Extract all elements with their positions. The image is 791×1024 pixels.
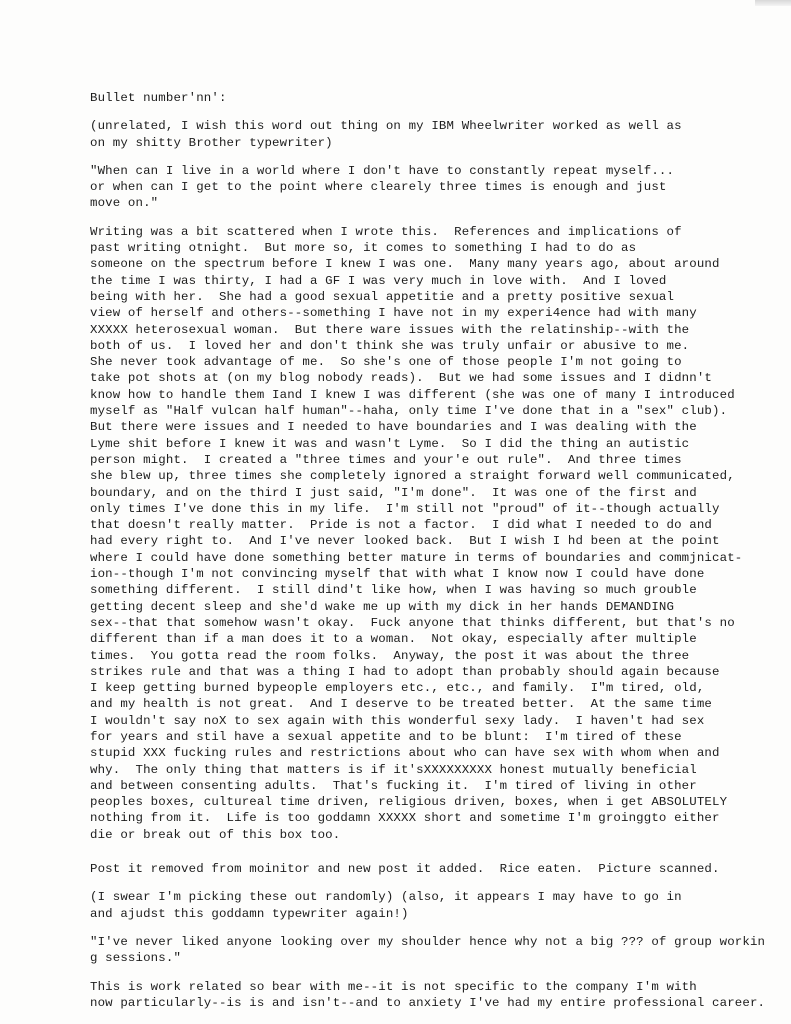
text-line: But there were issues and I needed to have boundaries and I was dealing with the bbox=[90, 420, 697, 435]
text-line: only times I've done this in my life. I'm still not "proud" of it--though actually bbox=[90, 501, 720, 516]
paragraph bbox=[90, 934, 782, 967]
paper-edge bbox=[755, 0, 791, 6]
text-line: I keep getting burned bypeople employers etc., etc., and family. I"m tired, old, bbox=[90, 681, 705, 696]
text-line: times. You gotta read the room folks. Anyway, the post it was about the three bbox=[90, 648, 690, 663]
text-line: (unrelated, I wish this word out thing on my IBM Wheelwriter worked as well as bbox=[90, 119, 682, 134]
paragraph bbox=[90, 163, 782, 212]
paragraphs bbox=[90, 118, 782, 1011]
text-line: g sessions." bbox=[90, 951, 182, 966]
text-line: both of us. I loved her and don't think she was truly unfair or abusive to me. bbox=[90, 338, 690, 353]
typewritten-text bbox=[90, 90, 782, 1023]
text-line: on my shitty Brother typewriter) bbox=[90, 135, 333, 150]
text-line: take pot shots at (on my blog nobody reads). But we had some issues and I didnn't bbox=[90, 371, 713, 386]
text-line: and ajudst this goddamn typewriter again!) bbox=[90, 906, 409, 921]
text-line: and between consenting adults. That's fucking it. I'm tired of living in other bbox=[90, 778, 697, 793]
text-line: nothing from it. Life is too goddamn XXXXX short and sometime I'm groinggto either bbox=[90, 811, 720, 826]
text-line: boundary, and on the third I just said, "I'm done". It was one of the first and bbox=[90, 485, 697, 500]
text-line: someone on the spectrum before I knew I was one. Many many years ago, about around bbox=[90, 257, 720, 272]
heading bbox=[90, 90, 782, 106]
text-line: Post it removed from moinitor and new post it added. Rice eaten. Picture scanned. bbox=[90, 862, 720, 877]
text-line: strikes rule and that was a thing I had to adopt than probably should again because bbox=[90, 664, 720, 679]
text-line: know how to handle them Iand I knew I was different (she was one of many I introduced bbox=[90, 387, 735, 402]
text-line: different than if a man does it to a woman. Not okay, especially after multiple bbox=[90, 632, 697, 647]
paragraph bbox=[90, 889, 782, 922]
text-line: move on." bbox=[90, 196, 159, 211]
text-line: she blew up, three times she completely ignored a straight forward well communicated, bbox=[90, 469, 735, 484]
heading-line: Bullet number'nn': bbox=[90, 91, 227, 105]
text-line: for years and stil have a sexual appetite and to be blunt: I'm tired of these bbox=[90, 729, 682, 744]
paragraph bbox=[90, 224, 782, 843]
text-line: (I swear I'm picking these out randomly) (also, it appears I may have to go in bbox=[90, 890, 682, 905]
text-line: why. The only thing that matters is if it'sXXXXXXXXX honest mutually beneficial bbox=[90, 762, 697, 777]
text-line: sex--that that somehow wasn't okay. Fuck anyone that thinks different, but that's no bbox=[90, 615, 735, 630]
text-line: die or break out of this box too. bbox=[90, 827, 341, 842]
text-line: myself as "Half vulcan half human"--haha, only time I've done that in a "sex" club). bbox=[90, 404, 728, 419]
text-line: had every right to. And I've never looked back. But I wish I hd been at the point bbox=[90, 534, 720, 549]
paragraph bbox=[90, 861, 782, 877]
text-line: ion--though I'm not convincing myself that with what I know now I could have done bbox=[90, 567, 705, 582]
text-line: This is work related so bear with me--it is not specific to the company I'm with bbox=[90, 979, 697, 994]
text-line: where I could have done something better mature in terms of boundaries and commjnicat- bbox=[90, 550, 743, 565]
text-line: and my health is not great. And I deserve to be treated better. At the same time bbox=[90, 697, 713, 712]
text-line: being with her. She had a good sexual appetitie and a pretty positive sexual bbox=[90, 289, 675, 304]
text-line: person might. I created a "three times and your'e out rule". And three times bbox=[90, 452, 682, 467]
text-line: "I've never liked anyone looking over my shoulder hence why not a big ??? of group workin bbox=[90, 934, 766, 949]
text-line: Lyme shit before I knew it was and wasn't Lyme. So I did the thing an autistic bbox=[90, 436, 690, 451]
text-line: the time I was thirty, I had a GF I was very much in love with. And I loved bbox=[90, 273, 667, 288]
text-line: I wouldn't say noX to sex again with this wonderful sexy lady. I haven't had sex bbox=[90, 713, 705, 728]
paragraph bbox=[90, 118, 782, 151]
text-line: getting decent sleep and she'd wake me up with my dick in her hands DEMANDING bbox=[90, 599, 675, 614]
text-line: view of herself and others--something I have not in my experi4ence had with many bbox=[90, 306, 697, 321]
text-line: something different. I still dind't like how, when I was having so much grouble bbox=[90, 583, 697, 598]
text-line: Writing was a bit scattered when I wrote this. References and implications of bbox=[90, 224, 682, 239]
text-line: XXXXX heterosexual woman. But there ware issues with the relatinship--with the bbox=[90, 322, 690, 337]
text-line: now particularly--is is and isn't--and to anxiety I've had my entire professional career. bbox=[90, 995, 766, 1010]
text-line: or when can I get to the point where clearely three times is enough and just bbox=[90, 180, 667, 195]
text-line: stupid XXX fucking rules and restrictions about who can have sex with whom when and bbox=[90, 746, 720, 761]
text-line: "When can I live in a world where I don't have to constantly repeat myself... bbox=[90, 163, 675, 178]
text-line: She never took advantage of me. So she's one of those people I'm not going to bbox=[90, 355, 682, 370]
paragraph bbox=[90, 979, 782, 1012]
text-line: that doesn't really matter. Pride is not a factor. I did what I needed to do and bbox=[90, 518, 713, 533]
text-line: peoples boxes, cultureal time driven, religious driven, boxes, when i get ABSOLUTELY bbox=[90, 795, 728, 810]
text-line: past writing otnight. But more so, it comes to something I had to do as bbox=[90, 241, 637, 256]
